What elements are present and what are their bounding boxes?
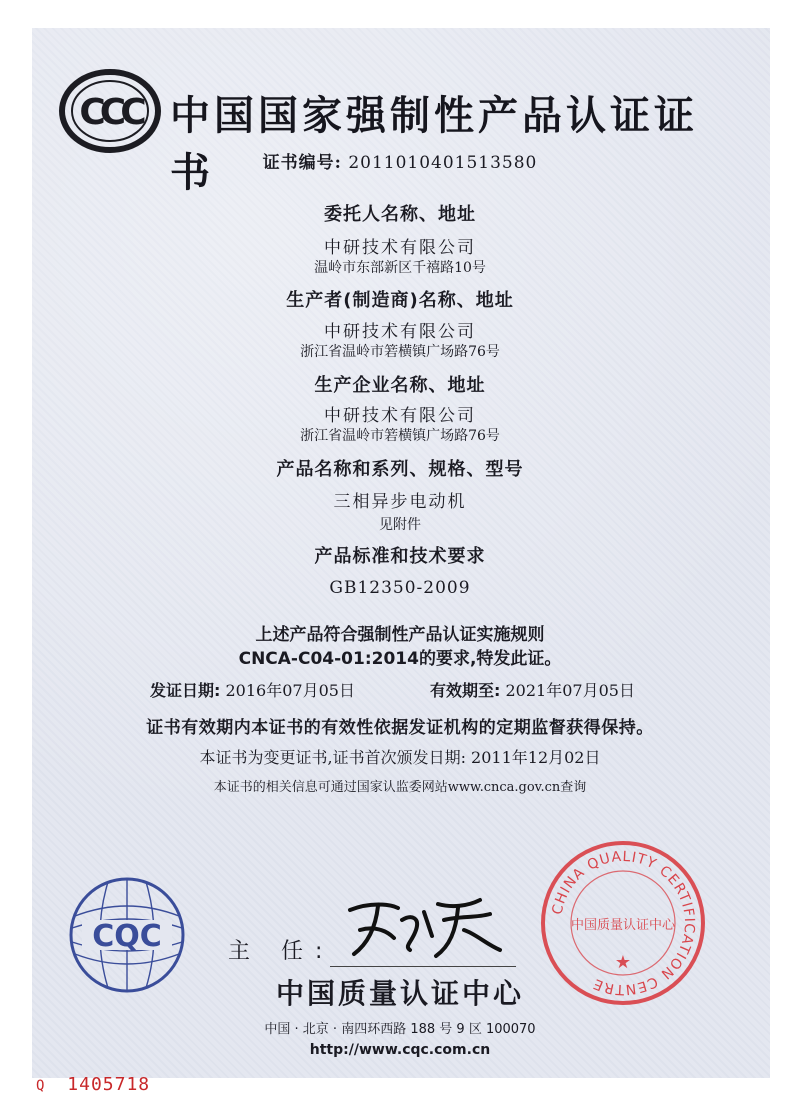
- serial-prefix: Q: [36, 1078, 46, 1094]
- info-note: 本证书的相关信息可通过国家认监委网站www.cnca.gov.cn查询: [213, 780, 587, 795]
- compliance-line-1: 上述产品符合强制性产品认证实施规则: [255, 625, 545, 645]
- factory-heading: 生产企业名称、地址: [314, 375, 486, 396]
- manufacturer-heading: 生产者(制造商)名称、地址: [286, 290, 514, 311]
- cqc-logo-text: CQC: [92, 919, 162, 954]
- factory-name: 中研技术有限公司: [324, 406, 476, 426]
- certificate-number-line: [0, 148, 800, 173]
- signature-line: [330, 966, 516, 967]
- variant-note: 本证书为变更证书,证书首次颁发日期: 2011年12月02日: [199, 748, 601, 767]
- seal-star-icon: ★: [614, 952, 632, 973]
- certificate-number: 2011010401513580: [348, 153, 538, 173]
- expiry-date-label: 有效期至:: [430, 681, 501, 700]
- issuer-url: http://www.cqc.com.cn: [309, 1042, 491, 1058]
- serial-number: 1405718: [67, 1074, 151, 1095]
- product-heading: 产品名称和系列、规格、型号: [276, 459, 524, 480]
- validity-note: 证书有效期内本证书的有效性依据发证机构的定期监督获得保持。: [146, 718, 654, 738]
- issue-date-label: 发证日期:: [150, 681, 221, 700]
- issuer-address: 中国 · 北京 · 南四环西路 188 号 9 区 100070: [264, 1022, 536, 1037]
- compliance-line-2: CNCA-C04-01:2014的要求,特发此证。: [238, 649, 562, 669]
- seal-inner-text: 中国质量认证中心: [570, 918, 676, 933]
- manufacturer-address: 浙江省温岭市箬横镇广场路76号: [300, 344, 500, 360]
- manufacturer-name: 中研技术有限公司: [324, 322, 476, 342]
- issue-date-group: [150, 678, 355, 701]
- ccc-logo: [58, 68, 162, 154]
- expiry-date: 2021年07月05日: [505, 681, 635, 700]
- factory-address: 浙江省温岭市箬横镇广场路76号: [300, 428, 500, 444]
- certificate-title: 中国国家强制性产品认证证书: [170, 93, 698, 196]
- client-address: 温岭市东部新区千禧路10号: [314, 260, 486, 276]
- expiry-date-group: [430, 678, 635, 701]
- client-heading: 委托人名称、地址: [324, 204, 476, 225]
- certificate-number-label: 证书编号:: [262, 153, 342, 173]
- issue-date: 2016年07月05日: [225, 681, 355, 700]
- director-signature: [340, 890, 510, 965]
- product-name: 三相异步电动机: [333, 492, 467, 512]
- standard-value: GB12350-2009: [329, 578, 471, 598]
- cqc-seal: [538, 838, 708, 1008]
- seal-outer-text: CHINA QUALITY CERTIFICATION CENTRE: [549, 848, 698, 998]
- standard-heading: 产品标准和技术要求: [314, 546, 486, 567]
- issuer-name: 中国质量认证中心: [275, 977, 524, 1010]
- ccc-logo-text: CCC: [79, 92, 141, 133]
- product-note: 见附件: [379, 517, 421, 533]
- serial-number-group: [36, 1074, 150, 1095]
- director-label: 主 任:: [228, 939, 335, 964]
- client-name: 中研技术有限公司: [324, 238, 476, 258]
